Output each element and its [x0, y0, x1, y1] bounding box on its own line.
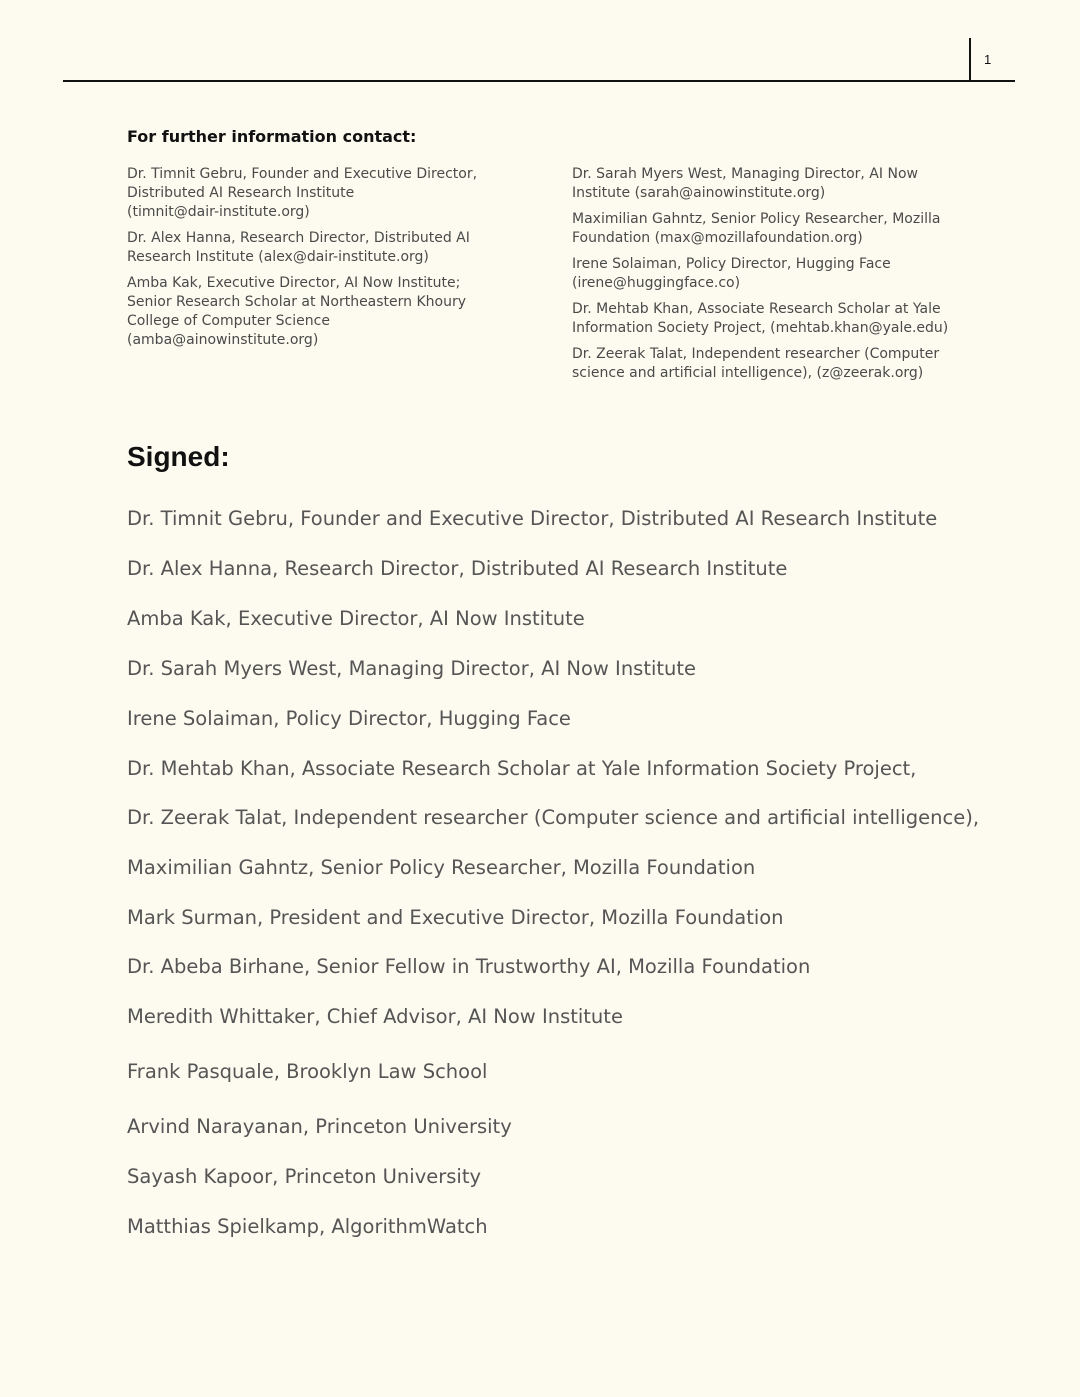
- page-number: 1: [984, 52, 992, 67]
- contact-entry: Dr. Sarah Myers West, Managing Director, AI Now Institute (sarah@ainowinstitute.org): [572, 166, 918, 201]
- signatory: Frank Pasquale, Brooklyn Law School: [127, 1060, 488, 1083]
- signatory: Arvind Narayanan, Princeton University: [127, 1115, 512, 1138]
- contact-column-right: [572, 165, 957, 390]
- signatory: Meredith Whittaker, Chief Advisor, AI Now Institute: [127, 1005, 623, 1028]
- contact-entry: Maximilian Gahntz, Senior Policy Researcher, Mozilla Foundation (max@mozillafoundation.org): [572, 211, 941, 246]
- contact-entry: Dr. Zeerak Talat, Independent researcher (Computer science and artificial intelligence), (z@zeerak.org): [572, 346, 940, 381]
- contact-heading: For further information contact:: [127, 127, 417, 146]
- signatory: Amba Kak, Executive Director, AI Now Institute: [127, 607, 585, 630]
- contact-column-left: [127, 165, 497, 357]
- signatory: Dr. Alex Hanna, Research Director, Distributed AI Research Institute: [127, 557, 788, 580]
- header-rule: [63, 80, 1015, 82]
- contact-entry: Dr. Mehtab Khan, Associate Research Scholar at Yale Information Society Project, (mehtab.khan@yale.edu): [572, 301, 949, 336]
- contact-entry: Amba Kak, Executive Director, AI Now Institute; Senior Research Scholar at Northeastern Khoury College of Computer Science (amba@ainowinstitute.org): [127, 275, 467, 348]
- page-number-divider: [969, 38, 971, 81]
- contact-entry: Dr. Timnit Gebru, Founder and Executive Director, Distributed AI Research Institute (timnit@dair-institute.org): [127, 166, 478, 220]
- signed-heading: Signed:: [127, 441, 230, 472]
- signatory: Sayash Kapoor, Princeton University: [127, 1165, 482, 1188]
- contact-entry: Dr. Alex Hanna, Research Director, Distributed AI Research Institute (alex@dair-institute.org): [127, 230, 470, 265]
- signatory: Dr. Zeerak Talat, Independent researcher (Computer science and artificial intelligence),: [127, 806, 980, 829]
- signatory: Irene Solaiman, Policy Director, Hugging Face: [127, 707, 571, 730]
- signatory: Maximilian Gahntz, Senior Policy Researcher, Mozilla Foundation: [127, 856, 756, 879]
- signatory: Matthias Spielkamp, AlgorithmWatch: [127, 1215, 488, 1238]
- signatory: Dr. Abeba Birhane, Senior Fellow in Trustworthy AI, Mozilla Foundation: [127, 955, 811, 978]
- signatory: Dr. Timnit Gebru, Founder and Executive Director, Distributed AI Research Institute: [127, 507, 938, 530]
- signatory: Mark Surman, President and Executive Director, Mozilla Foundation: [127, 906, 784, 929]
- signatory: Dr. Mehtab Khan, Associate Research Scholar at Yale Information Society Project,: [127, 757, 917, 780]
- signatory: Dr. Sarah Myers West, Managing Director, AI Now Institute: [127, 657, 697, 680]
- contact-entry: Irene Solaiman, Policy Director, Hugging Face (irene@huggingface.co): [572, 256, 891, 291]
